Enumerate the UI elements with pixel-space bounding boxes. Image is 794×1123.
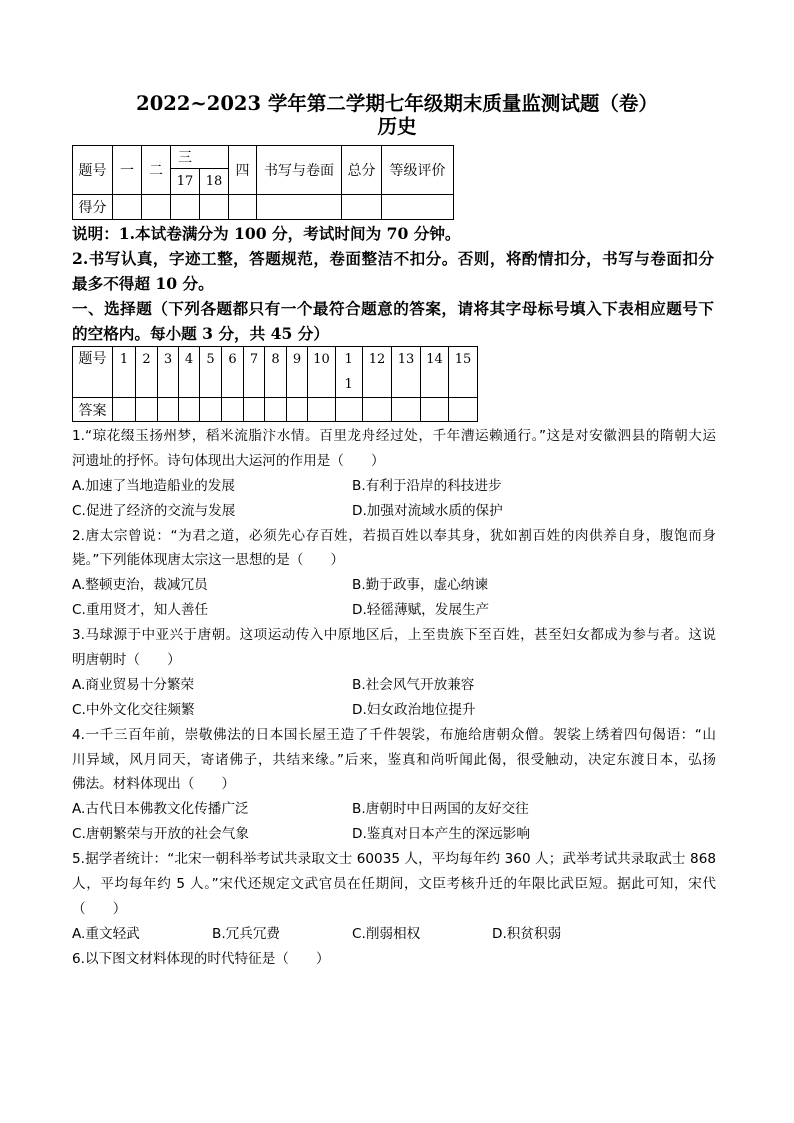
- answer-cell: [363, 398, 392, 422]
- answer-table: [72, 346, 478, 422]
- instruction-line: 说明：1.本试卷满分为 100 分，考试时间为 70 分钟。: [72, 224, 461, 243]
- option-row: [72, 822, 716, 847]
- option-c: C.促进了经济的交流与发展: [72, 502, 236, 519]
- answer-cell: [158, 398, 179, 422]
- question-number: 2: [136, 347, 158, 398]
- option-row: [72, 474, 716, 499]
- question-number: 3: [158, 347, 179, 398]
- score-table-part-2: 二: [142, 146, 171, 195]
- question-list: [72, 424, 716, 972]
- option-d: D.妇女政治地位提升: [352, 701, 476, 718]
- option-c: C.唐朝繁荣与开放的社会气象: [72, 826, 249, 843]
- section-heading-line: 一、选择题（下列各题都只有一个最符合题意的答案，请将其字母标号填入下表相应题号下: [72, 299, 714, 318]
- answer-cell: [200, 398, 222, 422]
- score-cell: [342, 195, 382, 220]
- question-4: [72, 723, 716, 847]
- question-stem-line: 人，平均每年约 5 人。”宋代还规定文武官员在任期间，文臣考核升迁的年限比武臣短。据此可知，宋代: [72, 876, 716, 893]
- question-stem-line: 6.以下图文材料体现的时代特征是（ ）: [72, 950, 330, 967]
- answer-cell: [265, 398, 287, 422]
- score-table-score-label: 得分: [73, 195, 113, 220]
- score-table: [72, 145, 454, 220]
- question-3: [72, 623, 716, 723]
- question-number: 6: [222, 347, 244, 398]
- option-row: [72, 673, 716, 698]
- exam-title: 2022~2023 学年第二学期七年级期末质量监测试题（卷）: [136, 92, 658, 115]
- answer-cell: [336, 398, 363, 422]
- question-1: [72, 424, 716, 524]
- option-a: A.整顿吏治，裁减冗员: [72, 577, 208, 594]
- answer-cell: [179, 398, 200, 422]
- score-cell: [200, 195, 229, 220]
- question-6: [72, 947, 716, 972]
- instruction-line: 2.书写认真，字迹工整，答题规范，卷面整洁不扣分。否则，将酌情扣分，书写与卷面扣分: [72, 249, 714, 268]
- answer-cell: [244, 398, 265, 422]
- question-stem-line: 2.唐太宗曾说：“为君之道，必须先心存百姓，若损百姓以奉其身，犹如割百姓的肉供养自身，腹饱而身: [72, 527, 716, 544]
- question-number: 4: [179, 347, 200, 398]
- score-cell: [171, 195, 200, 220]
- option-b: B.冗兵冗费: [212, 925, 281, 942]
- option-b: B.唐朝时中日两国的友好交往: [352, 801, 529, 818]
- option-c: C.重用贤才，知人善任: [72, 602, 209, 619]
- question-stem-line: 3.马球源于中亚兴于唐朝。这项运动传入中原地区后，上至贵族下至百姓，甚至妇女都成为参与者。这说: [72, 627, 716, 644]
- option-b: B.勤于政事，虚心纳谏: [352, 577, 488, 594]
- answer-table-answer-label: 答案: [73, 398, 113, 422]
- section-heading-line: 的空格内。每小题 3 分，共 45 分）: [72, 324, 329, 343]
- option-d: D.鉴真对日本产生的深远影响: [352, 826, 530, 843]
- option-b: B.社会风气开放兼容: [352, 676, 475, 693]
- question-number: 13: [392, 347, 421, 398]
- option-row: [72, 698, 716, 723]
- question-number: 10: [308, 347, 336, 398]
- question-5: [72, 847, 716, 947]
- question-number-cell: [336, 347, 363, 398]
- option-b: B.有利于沿岸的科技进步: [352, 477, 502, 494]
- answer-cell: [449, 398, 478, 422]
- score-table-part-3: 三: [171, 146, 229, 169]
- question-number: 11: [344, 352, 353, 392]
- option-c: C.削弱相权: [352, 925, 421, 942]
- question-stem-line: （ ）: [72, 900, 127, 917]
- question-number: 12: [363, 347, 392, 398]
- score-table-writing: 书写与卷面: [257, 146, 342, 195]
- question-number: 14: [421, 347, 449, 398]
- option-a: A.重文轻武: [72, 925, 140, 942]
- answer-cell: [421, 398, 449, 422]
- score-cell: [113, 195, 142, 220]
- option-d: D.轻徭薄赋，发展生产: [352, 602, 490, 619]
- question-stem-line: 毙。”下列能体现唐太宗这一思想的是（ ）: [72, 552, 345, 569]
- score-table-total: 总分: [342, 146, 382, 195]
- question-number: 15: [449, 347, 478, 398]
- score-table-part-1: 一: [113, 146, 142, 195]
- question-number: 7: [244, 347, 265, 398]
- instruction-line: 最多不得超 10 分。: [72, 274, 214, 293]
- option-row: [72, 573, 716, 598]
- answer-cell: [392, 398, 421, 422]
- option-row: [72, 499, 716, 524]
- option-d: D.积贫积弱: [492, 925, 562, 942]
- option-a: A.商业贸易十分繁荣: [72, 676, 195, 693]
- question-stem-line: 4.一千三百年前，崇敬佛法的日本国长屋王造了千件袈裟，布施给唐朝众僧。袈裟上绣着四句偈语：“山: [72, 726, 716, 743]
- option-row: [72, 598, 716, 623]
- option-c: C.中外文化交往频繁: [72, 701, 195, 718]
- option-row: [72, 797, 716, 822]
- question-number: 8: [265, 347, 287, 398]
- option-a: A.加速了当地造船业的发展: [72, 477, 235, 494]
- score-cell: [257, 195, 342, 220]
- score-table-grade: 等级评价: [382, 146, 454, 195]
- score-cell: [142, 195, 171, 220]
- answer-cell: [222, 398, 244, 422]
- question-number: 1: [113, 347, 136, 398]
- question-stem-line: 1.“琼花缀玉扬州梦，稻米流脂汴水情。百里龙舟经过处，千年漕运赖通行。”这是对安徽泗县的隋朝大运: [72, 428, 716, 444]
- question-stem-line: 川异域，风月同天，寄诸佛子，共结来缘。”后来，鉴真和尚听闻此偈，很受触动，决定东渡日本，弘扬: [72, 751, 716, 768]
- question-stem-line: 佛法。材料体现出（ ）: [72, 776, 236, 793]
- score-cell: [229, 195, 257, 220]
- question-stem-line: 明唐朝时（ ）: [72, 652, 181, 669]
- option-a: A.古代日本佛教文化传播广泛: [72, 801, 249, 818]
- score-table-number-label: 题号: [73, 146, 113, 195]
- answer-cell: [136, 398, 158, 422]
- answer-cell: [113, 398, 136, 422]
- option-d: D.加强对流域水质的保护: [352, 502, 503, 519]
- option-row: [72, 922, 716, 947]
- question-number: 5: [200, 347, 222, 398]
- instructions: [72, 221, 714, 346]
- score-table-part-3-sub-18: 18: [200, 169, 229, 195]
- question-stem-line: 5.据学者统计：“北宋一朝科举考试共录取文士 60035 人，平均每年约 360 人；武举考试共录取武士 868: [72, 851, 716, 868]
- score-cell: [382, 195, 454, 220]
- answer-table-number-label: 题号: [73, 347, 113, 398]
- question-2: [72, 524, 716, 624]
- score-table-part-4: 四: [229, 146, 257, 195]
- answer-cell: [287, 398, 308, 422]
- question-number: 9: [287, 347, 308, 398]
- subject-title: 历史: [377, 115, 417, 138]
- answer-cell: [308, 398, 336, 422]
- score-table-part-3-sub-17: 17: [171, 169, 200, 195]
- question-stem-line: 河遗址的抒怀。诗句体现出大运河的作用是（ ）: [72, 452, 385, 469]
